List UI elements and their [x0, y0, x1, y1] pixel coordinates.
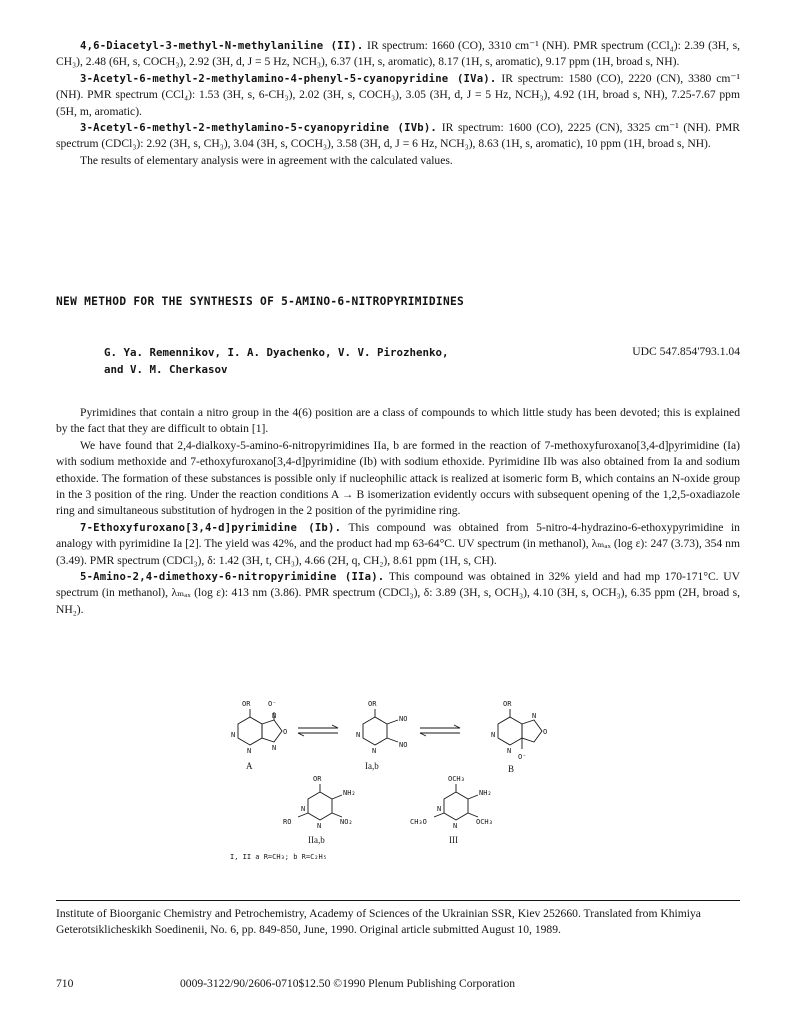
pyrimidine-ring-iiab — [308, 792, 332, 820]
page-number: 710 — [56, 977, 74, 990]
substituent-or: OR — [313, 775, 322, 783]
label-structure-a: A — [246, 761, 253, 771]
ring-nitrogen: N — [247, 747, 252, 755]
journal-copyright-line: 0009-3122/90/2606-0710$12.50 ©1990 Plenum Publishing Corporation — [180, 977, 516, 990]
pyrimidine-ring-b — [498, 717, 522, 745]
authors-line-1: G. Ya. Remennikov, I. A. Dyachenko, V. V. Pirozhenko, — [104, 346, 449, 359]
ring-nitrogen: N — [231, 731, 236, 739]
amino-group: NH₂ — [343, 789, 356, 797]
nitroso-group: NO — [399, 715, 408, 723]
n-oxide-o-minus: O⁻ — [518, 753, 527, 761]
ring-nitrogen: N — [272, 712, 277, 720]
compound-title: 5-Amino-2,4-dimethoxy-6-nitropyrimidine (IIa). — [80, 571, 385, 584]
substituent-or: OR — [368, 700, 377, 708]
nitro-group: NO₂ — [340, 818, 353, 826]
compound-title: 7-Ethoxyfuroxano[3,4-d]pyrimidine (Ib). — [80, 521, 342, 534]
label-structure-b: B — [508, 764, 515, 774]
ring-nitrogen: N — [301, 805, 306, 813]
paragraph-text: IR spectrum: 1600 (CO), 2225 (CN), 3325 cm⁻¹ (NH). PMR spectrum (CDCl₃): 2.92 (3H, s, CH₃), 3.04 (3H, s, COCH₃), 3.58 (3H, d, J = 6 Hz, NCH₃), 8.63 (1H, s, aromatic), 10 ppm (1H, broad s, NH). — [56, 121, 740, 151]
methoxy-group: OCH₃ — [476, 818, 493, 826]
compound-title: 4,6-Diacetyl-3-methyl-N-methylaniline (II). — [80, 40, 364, 52]
article-body — [56, 405, 740, 618]
amino-group: NH₂ — [479, 789, 492, 797]
paragraph-compound-iia — [56, 569, 740, 618]
compound-title: 3-Acetyl-6-methyl-2-methylamino-4-phenyl-5-cyanopyridine (IVa). — [80, 72, 497, 85]
paragraph-text: IR spectrum: 1580 (CO), 2220 (CN), 3380 cm⁻¹ (NH). PMR spectrum (CCl₄): 1.53 (3H, s, 6-CH₃), 2.02 (3H, s, COCH₃), 3.05 (3H, d, J = 5 Hz, NCH₃), 4.92 (1H, broad s, NH), 7.25-7.67 ppm (5H, m, aromatic). — [56, 71, 740, 118]
methoxy-group: CH₃O — [410, 818, 427, 826]
pyrimidine-ring-iii — [444, 792, 468, 820]
ring-oxygen: O — [543, 728, 548, 736]
ring-nitrogen: N — [272, 744, 277, 752]
methoxy-group: OCH₃ — [448, 775, 465, 783]
paragraph-compound-ii — [56, 38, 740, 71]
label-structure-iii: III — [449, 835, 458, 845]
author-list — [104, 344, 544, 378]
substituent-or: OR — [242, 700, 251, 708]
reaction-scheme — [220, 697, 590, 877]
paragraph-compound-ib — [56, 520, 740, 569]
reaction-scheme-drawing — [220, 697, 590, 877]
top-compound-block — [56, 38, 740, 169]
footnote: Institute of Bioorganic Chemistry and Petrochemistry, Academy of Sciences of the Ukrainian SSR, Kiev 252660. Translated from Khimiya Geterotsiklicheskikh Soedinenii, No. 6, pp. 849-850, June, 1990. Original article submitted August 10, 1989. — [56, 907, 701, 937]
ring-nitrogen: N — [507, 747, 512, 755]
ring-nitrogen: N — [356, 731, 361, 739]
scheme-legend: I, II a R=CH₃; b R=C₂H₅ — [230, 853, 327, 861]
nitroso-group: NO — [399, 741, 408, 749]
label-structure-iab: Ia,b — [365, 761, 379, 771]
paragraph-elemental-analysis: The results of elementary analysis were in agreement with the calculated values. — [80, 153, 453, 167]
substituent-or: OR — [503, 700, 512, 708]
label-structure-iiab: IIa,b — [308, 835, 325, 845]
article-title: NEW METHOD FOR THE SYNTHESIS OF 5-AMINO-6-NITROPYRIMIDINES — [56, 295, 465, 308]
furoxan-ring-a — [262, 720, 282, 742]
ring-nitrogen: N — [317, 822, 322, 830]
paragraph-text: This compound was obtained from 5-nitro-4-hydrazino-6-ethoxypyrimidine in analogy with pyrimidine Ia [2]. The yield was 42%, and the product had mp 63-64°C. UV spectrum (in methanol), λₘₐₓ (log ε): 247 (3.73), 354 nm (3.49). PMR spectrum (CDCl₃), δ: 1.42 (3H, t, CH₃), 4.66 (2H, q, CH₂), 8.61 ppm (1H, s, CH). — [56, 520, 740, 567]
paragraph-compound-iva — [56, 71, 740, 120]
pyrimidine-ring-iab — [363, 717, 387, 745]
udc-code: UDC 547.854'793.1.04 — [632, 345, 740, 358]
paragraph-findings: We have found that 2,4-dialkoxy-5-amino-6-nitropyrimidines IIa, b are formed in the reaction of 7-methoxyfuroxano[3,4-d]pyrimidine (Ia) with sodium methoxide and 7-ethoxyfuroxano[3,4-d]pyrimidine (Ib) with sodium ethoxide. Pyrimidine IIb was also obtained from Ia and sodium ethoxide. The formation of these substances is possible only if nucleophilic attack is realized at isomeric form B, which contains an N-oxide group in the 3 position of the ring. Under the reaction conditions A → B isomerization evidently occurs with subsequent opening of the 1,2,5-oxadiazole ring and simultaneous substitution of hydrogen in the 2 position of the pyrimidine ring. — [56, 438, 740, 518]
alkoxy-group: RO — [283, 818, 292, 826]
ring-oxygen: O — [283, 728, 288, 736]
paragraph-compound-ivb — [56, 120, 740, 153]
ring-nitrogen: N — [372, 747, 377, 755]
furoxan-ring-b — [522, 720, 542, 742]
ring-nitrogen: N — [453, 822, 458, 830]
ring-nitrogen: N — [532, 712, 537, 720]
ring-nitrogen: N — [437, 805, 442, 813]
authors-line-2: and V. M. Cherkasov — [104, 363, 228, 376]
footnote-divider — [56, 900, 740, 901]
compound-title: 3-Acetyl-6-methyl-2-methylamino-5-cyanopyridine (IVb). — [80, 122, 438, 135]
paragraph-text: IR spectrum: 1660 (CO), 3310 cm⁻¹ (NH). PMR spectrum (CCl₄): 2.39 (3H, s, CH₃), 2.48 (6H, s, COCH₃), 2.92 (3H, d, J = 5 Hz, NCH₃), 6.37 (1H, s, aromatic), 8.17 (1H, s, aromatic), 9.17 ppm (1H, broad s, NH). — [56, 39, 740, 69]
paragraph-intro: Pyrimidines that contain a nitro group in the 4(6) position are a class of compounds to which little study has been devoted; this is explained by the fact that they are difficult to obtain [1]. — [56, 406, 740, 436]
paragraph-text: This compound was obtained in 32% yield and had mp 170-171°C. UV spectrum (in methanol), λₘₐₓ (log ε): 413 nm (3.86). PMR spectrum (CDCl₃), δ: 3.89 (3H, s, OCH₃), 4.10 (3H, s, OCH₃), 6.35 ppm (2H, broad s, NH₂). — [56, 570, 740, 616]
pyrimidine-ring-a — [238, 717, 262, 745]
ring-nitrogen: N — [491, 731, 496, 739]
n-oxide-o-minus: O⁻ — [268, 700, 277, 708]
